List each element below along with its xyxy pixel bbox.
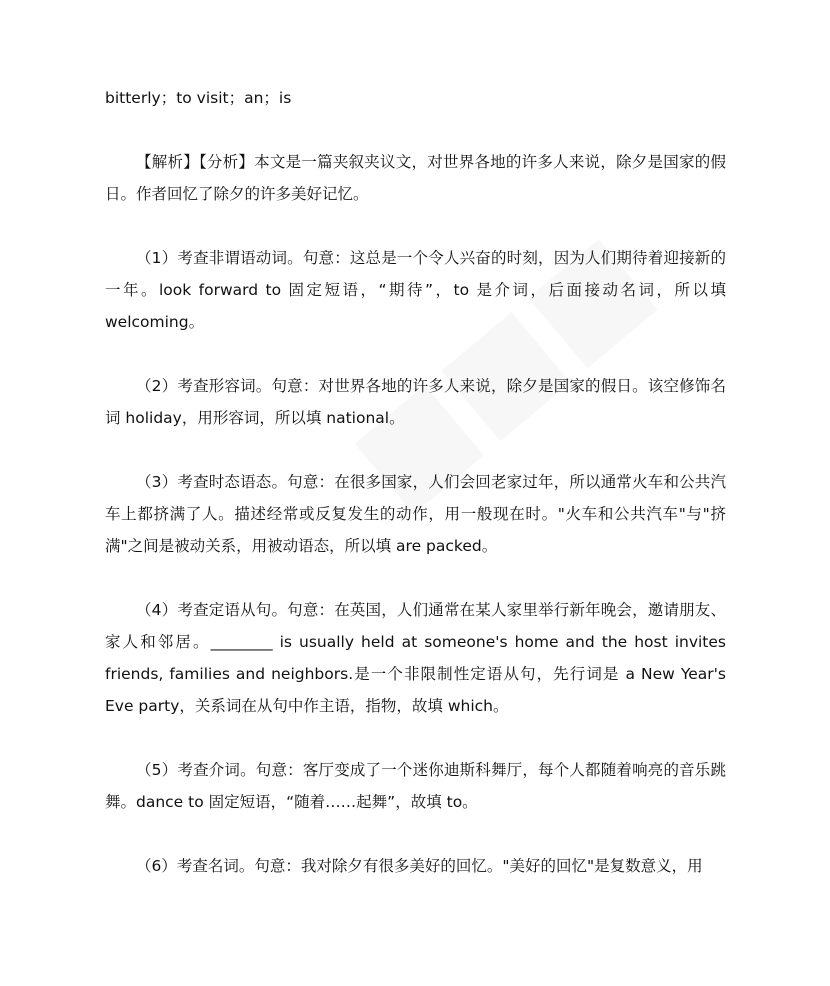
explanation-6: （6）考查名词。句意：我对除夕有很多美好的回忆。"美好的回忆"是复数意义，用 [136,857,703,875]
answer-line: bitterly；to visit；an；is [105,89,292,107]
explanation-5: （5）考查介词。句意：客厅变成了一个迷你迪斯科舞厅，每个人都随着响亮的音乐跳舞。dance to 固定短语，“随着……起舞”，故填 to。 [105,761,726,811]
explanation-2: （2）考查形容词。句意：对世界各地的许多人来说，除夕是国家的假日。该空修饰名词 holiday，用形容词，所以填 national。 [105,377,726,427]
document-body [105,82,726,914]
explanation-1: （1）考查非谓语动词。句意：这总是一个令人兴奋的时刻，因为人们期待着迎接新的一年。look forward to 固定短语，“期待”，to 是介词，后面接动名词，所以填 welcoming。 [105,249,726,331]
analysis-paragraph: 【解析】【分析】本文是一篇夹叙夹议文，对世界各地的许多人来说，除夕是国家的假日。作者回忆了除夕的许多美好记忆。 [105,153,726,203]
explanation-4: （4）考查定语从句。句意：在英国，人们通常在某人家里举行新年晚会，邀请朋友、家人和邻居。________ is usually held at someone's home and the host invites friends, families and neighbors.是一个非限制性定语从句，先行词是 a New Year's Eve party，关系词在从句中作主语，指物，故填 which。 [105,601,726,715]
explanation-3: （3）考查时态语态。句意：在很多国家，人们会回老家过年，所以通常火车和公共汽车上都挤满了人。描述经常或反复发生的动作，用一般现在时。"火车和公共汽车"与"挤满"之间是被动关系，用被动语态，所以填 are packed。 [105,473,726,555]
